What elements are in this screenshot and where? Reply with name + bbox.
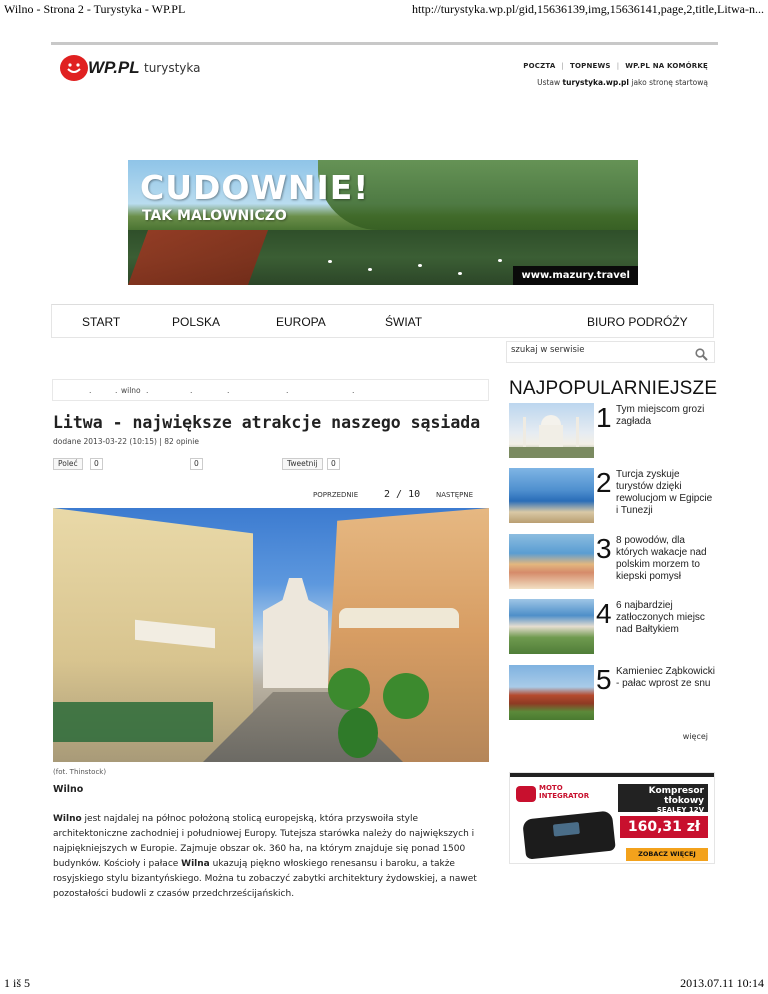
site-name[interactable]: turystyka <box>144 61 201 75</box>
link-topnews[interactable]: TOPNEWS <box>570 62 611 70</box>
popular-title: Turcja zyskuje turystów dzięki rewolucjom w Egipcie i Tunezji <box>616 469 713 516</box>
breadcrumb-item[interactable]: . <box>146 386 149 395</box>
banner-pier <box>128 230 268 285</box>
wp-logo-text: WP.PL <box>88 58 140 77</box>
popular-rank: 1 <box>596 402 612 433</box>
breadcrumb-item[interactable]: . <box>227 386 230 395</box>
breadcrumb-item[interactable]: . <box>115 386 118 395</box>
ad-product-model: SEALEY 12V <box>656 806 704 814</box>
photo-caption: (fot. Thinstock) <box>53 768 107 776</box>
link-poczta[interactable]: POCZTA <box>523 62 556 70</box>
thumbnail-baltic <box>509 599 594 654</box>
body-text: ukazują piękno włoskiego renesansu i baroku, a także rosyjskiego stylu bizantyńskiego. Można tu zobaczyć zabytki architektury żydowskiej, a nawet pozostałości budowli z czasów przedchrześcijańskich. <box>53 859 477 899</box>
search-input[interactable] <box>511 345 691 355</box>
photo-cafe-fence <box>53 702 213 742</box>
section-heading: Wilno <box>53 784 84 795</box>
print-timestamp: 2013.07.11 10:14 <box>680 976 764 990</box>
popular-item[interactable] <box>509 403 715 463</box>
thumbnail-beach <box>509 534 594 589</box>
popular-rank: 4 <box>596 598 612 629</box>
breadcrumb-item[interactable]: . <box>352 386 355 395</box>
print-header <box>4 2 764 18</box>
print-page-number: 1 iš 5 <box>4 976 31 990</box>
ad-brand-line2: INTEGRATOR <box>539 792 590 800</box>
popular-item[interactable] <box>509 468 715 528</box>
article-photo[interactable] <box>53 508 489 762</box>
print-footer <box>4 976 764 990</box>
photo-umbrella <box>339 608 459 628</box>
popular-title: Kamieniec Ząbkowicki - pałac wprost ze snu <box>616 666 715 689</box>
startpage-suffix: jako stronę startową <box>631 78 708 87</box>
popular-item[interactable] <box>509 665 715 725</box>
ad-product-name: Kompresor tłokowy <box>648 786 704 806</box>
ad-brand <box>539 784 589 800</box>
popular-title: Tym miejscom grozi zagłada <box>616 404 705 427</box>
banner-url: www.mazury.travel <box>513 266 638 285</box>
separator: | <box>561 62 565 70</box>
print-page-url: http://turystyka.wp.pl/gid,15636139,img,15636141,page,2,title,Litwa-n... <box>412 2 764 16</box>
page-indicator: 2 / 10 <box>384 489 421 500</box>
article-title: Litwa - największe atrakcje naszego sąsiada <box>53 413 481 432</box>
prev-button[interactable]: POPRZEDNIE <box>313 491 359 499</box>
top-divider <box>51 42 718 45</box>
ad-banner-mazury[interactable] <box>128 160 638 285</box>
ad-topbar <box>510 773 715 777</box>
more-link[interactable]: więcej <box>682 732 708 741</box>
photo-tree <box>328 668 370 710</box>
startpage-site: turystyka.wp.pl <box>562 78 629 87</box>
photo-church <box>263 578 328 688</box>
main-nav <box>51 304 714 338</box>
nav-item-start[interactable]: START <box>82 315 121 329</box>
next-button[interactable]: NASTĘPNE <box>436 491 474 499</box>
nav-item-swiat[interactable]: ŚWIAT <box>385 315 423 329</box>
wp-logo[interactable] <box>60 55 140 81</box>
compressor-image <box>522 810 616 859</box>
thumbnail-turkey-coast <box>509 468 594 523</box>
breadcrumb-item[interactable]: . <box>89 386 92 395</box>
article-body <box>53 812 485 902</box>
bold-term: Wilno <box>53 814 82 824</box>
tweet-button[interactable]: Tweetnij <box>282 458 323 470</box>
popular-rank: 2 <box>596 467 612 498</box>
ad-product <box>618 784 708 812</box>
ad-brand-line1: MOTO <box>539 784 563 792</box>
breadcrumb-item[interactable]: . <box>286 386 289 395</box>
startpage-prefix: Ustaw <box>537 78 561 87</box>
popular-heading: NAJPOPULARNIEJSZE <box>509 378 718 399</box>
popular-item[interactable] <box>509 599 715 659</box>
nav-item-europa[interactable]: EUROPA <box>276 315 326 329</box>
wp-smile-icon <box>60 55 88 81</box>
photo-tree <box>338 708 378 758</box>
nav-item-biuro-podrozy[interactable]: BIURO PODRÓŻY <box>587 315 688 329</box>
bold-term: Wilna <box>181 859 210 869</box>
popular-rank: 5 <box>596 664 612 695</box>
thumbnail-taj-mahal <box>509 403 594 458</box>
popular-title: 6 najbardziej zatłoczonych miejsc nad Bałtykiem <box>616 600 705 635</box>
search-icon[interactable] <box>695 346 708 365</box>
ad-cta-button[interactable]: ZOBACZ WIĘCEJ <box>626 848 708 861</box>
tweet-count: 0 <box>327 458 340 470</box>
share-count: 0 <box>190 458 203 470</box>
breadcrumb <box>52 379 489 401</box>
gallery-pager <box>300 489 490 503</box>
popular-title: 8 powodów, dla których wakacje nad polskim morzem to kiepski pomysł <box>616 535 707 582</box>
compressor-display <box>553 822 580 837</box>
ad-price: 160,31 zł <box>620 816 708 838</box>
search-box <box>506 341 715 363</box>
moto-integrator-logo-icon <box>516 786 536 802</box>
breadcrumb-item[interactable]: . <box>190 386 193 395</box>
print-page-title: Wilno - Strona 2 - Turystyka - WP.PL <box>4 2 186 16</box>
set-startpage[interactable] <box>537 78 708 87</box>
banner-subline: TAK MALOWNICZO <box>142 208 287 224</box>
popular-rank: 3 <box>596 533 612 564</box>
thumbnail-palace <box>509 665 594 720</box>
banner-headline: CUDOWNIE! <box>140 168 370 207</box>
popular-item[interactable] <box>509 534 715 594</box>
link-mobile[interactable]: WP.PL NA KOMÓRKĘ <box>625 62 708 70</box>
polec-count: 0 <box>90 458 103 470</box>
polec-button[interactable]: Poleć <box>53 458 83 470</box>
article-meta: dodane 2013-03-22 (10:15) | 82 opinie <box>53 437 200 446</box>
separator: | <box>616 62 620 70</box>
photo-tree <box>383 673 429 719</box>
top-links <box>523 62 708 70</box>
ad-moto-integrator[interactable] <box>509 772 715 864</box>
body-text: jest najdalej na północ położoną stolicą europejską, która przyswoiła style architektoniczne zachodniej i południowej Europy. Tutejsza starówka należy do największych i najpiękniejszych w Europie. Zajmuje obszar ok. 360 ha, na którym znajduje się ponad 1500 budynków. Kościoły i pałace <box>53 814 475 869</box>
nav-item-polska[interactable]: POLSKA <box>172 315 221 329</box>
breadcrumb-item-wilno[interactable]: wilno <box>121 386 141 395</box>
